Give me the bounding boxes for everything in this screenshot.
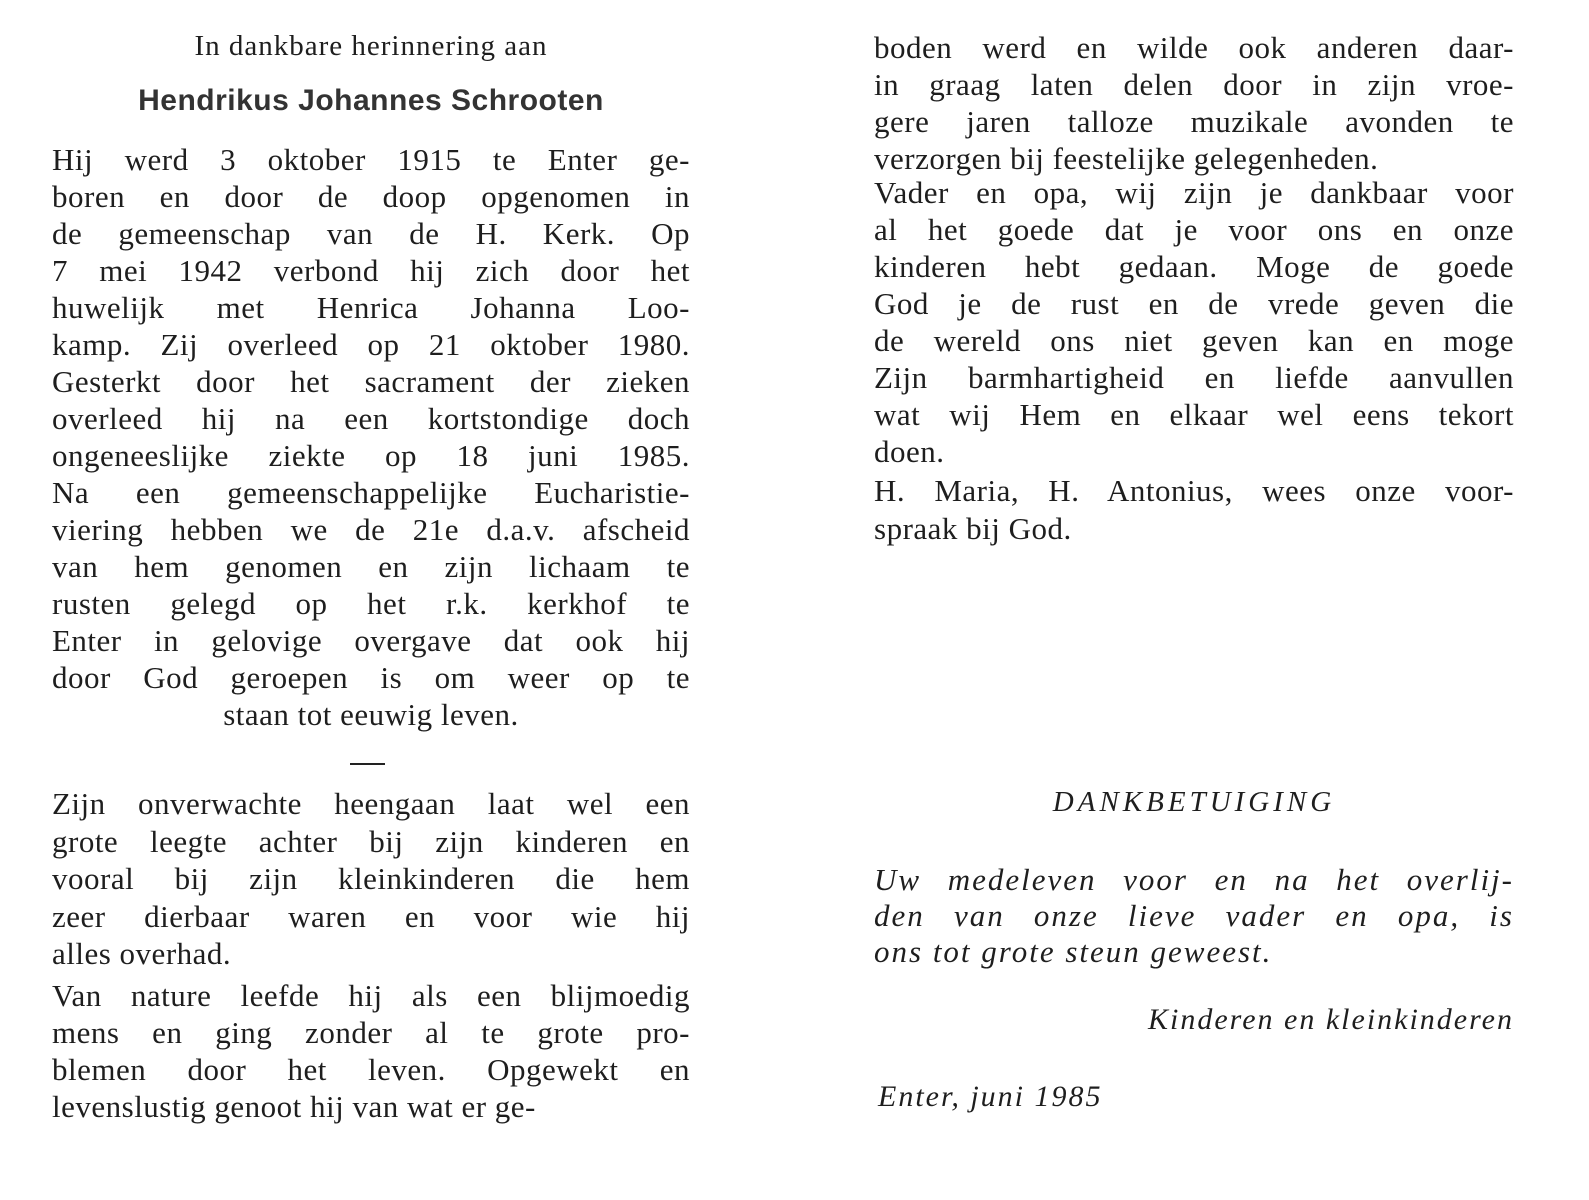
text-line: grote leegte achter bij zijn kinderen en bbox=[52, 823, 690, 859]
text-line: spraak bij God. bbox=[874, 511, 1072, 546]
text-line: Hij werd 3 oktober 1915 te Enter ge- bbox=[52, 142, 690, 177]
signature: Kinderen en kleinkinderen bbox=[1148, 1003, 1514, 1036]
text-line: H. Maria, H. Antonius, wees onze voor- bbox=[874, 473, 1514, 508]
thanks-title: DANKBETUIGING bbox=[1052, 786, 1336, 818]
text-line: levenslustig genoot hij van wat er ge- bbox=[52, 1089, 536, 1124]
text-line: kamp. Zij overleed op 21 oktober 1980. bbox=[52, 327, 690, 362]
text-line: vooral bij zijn kleinkinderen die hem bbox=[52, 861, 690, 896]
text-line: overleed hij na een kortstondige doch bbox=[52, 401, 690, 436]
text-line: al het goede dat je voor ons en onze bbox=[874, 212, 1514, 247]
text-line: Enter in gelovige overgave dat ook hij bbox=[52, 623, 690, 658]
separator-dash bbox=[350, 763, 385, 765]
text-line: wat wij Hem en elkaar wel eens tekort bbox=[874, 397, 1514, 432]
text-line: rusten gelegd op het r.k. kerkhof te bbox=[52, 586, 690, 621]
text-line: huwelijk met Henrica Johanna Loo- bbox=[52, 290, 690, 325]
text-line: verzorgen bij feestelijke gelegenheden. bbox=[874, 141, 1379, 176]
text-line: 7 mei 1942 verbond hij zich door het bbox=[52, 253, 690, 288]
text-line: kinderen hebt gedaan. Moge de goede bbox=[874, 249, 1514, 284]
text-line: mens en ging zonder al te grote pro- bbox=[52, 1015, 690, 1050]
text-line: staan tot eeuwig leven. bbox=[223, 697, 519, 732]
text-line: God je de rust en de vrede geven die bbox=[874, 286, 1514, 321]
text-line: door God geroepen is om weer op te bbox=[52, 660, 690, 695]
text-line: Na een gemeenschappelijke Eucharistie- bbox=[52, 475, 690, 510]
text-line: blemen door het leven. Opgewekt en bbox=[52, 1052, 690, 1087]
text-line: de gemeenschap van de H. Kerk. Op bbox=[52, 216, 690, 251]
text-line: Gesterkt door het sacrament der zieken bbox=[52, 364, 690, 399]
text-line: gere jaren talloze muzikale avonden te bbox=[874, 104, 1514, 139]
text-line: van hem genomen en zijn lichaam te bbox=[52, 549, 690, 584]
text-line: de wereld ons niet geven kan en moge bbox=[874, 323, 1514, 358]
text-line: den van onze lieve vader en opa, is bbox=[874, 898, 1514, 933]
text-line: zeer dierbaar waren en voor wie hij bbox=[52, 898, 690, 934]
text-line: ons tot grote steun geweest. bbox=[874, 934, 1273, 969]
text-line: boden werd en wilde ook anderen daar- bbox=[874, 30, 1514, 65]
text-line: Zijn onverwachte heengaan laat wel een bbox=[52, 786, 690, 821]
text-line: boren en door de doop opgenomen in bbox=[52, 179, 690, 214]
place-date: Enter, juni 1985 bbox=[878, 1080, 1103, 1113]
text-line: viering hebben we de 21e d.a.v. afscheid bbox=[52, 512, 690, 547]
text-line: ongeneeslijke ziekte op 18 juni 1985. bbox=[52, 438, 690, 473]
text-line: Zijn barmhartigheid en liefde aanvullen bbox=[874, 360, 1514, 395]
deceased-name: Hendrikus Johannes Schrooten bbox=[138, 84, 604, 117]
text-line: Vader en opa, wij zijn je dankbaar voor bbox=[874, 175, 1514, 210]
intro-text: In dankbare herinnering aan bbox=[194, 30, 548, 62]
text-line: in graag laten delen door in zijn vroe- bbox=[874, 67, 1514, 102]
text-line: alles overhad. bbox=[52, 936, 232, 971]
text-line: doen. bbox=[874, 434, 945, 469]
text-line: Uw medeleven voor en na het overlij- bbox=[874, 862, 1514, 897]
text-line: Van nature leefde hij als een blijmoedig bbox=[52, 978, 690, 1013]
